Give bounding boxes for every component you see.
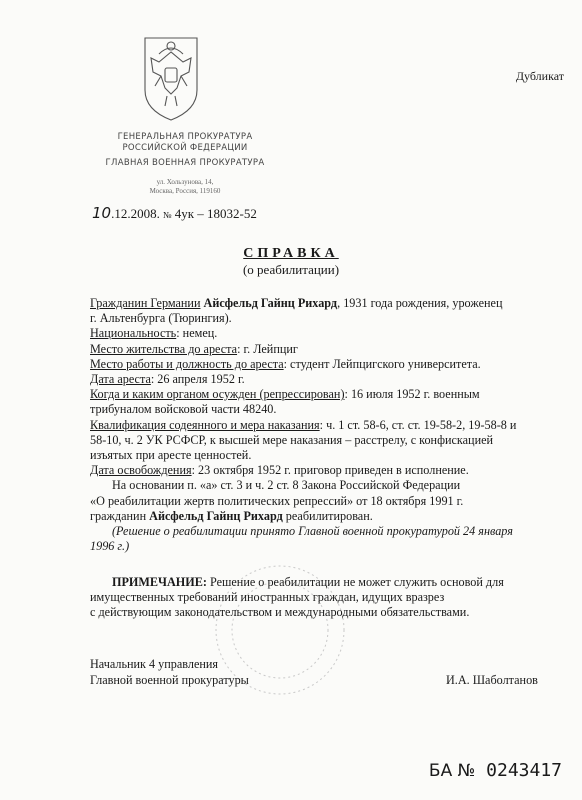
decision-line-1: (Решение о реабилитации принято Главной военной прокуратурой 24 января xyxy=(112,524,513,539)
note-line-2: имущественных требований иностранных граждан, идущих вразрез xyxy=(90,590,445,605)
note-line-1: ПРИМЕЧАНИЕ: Решение о реабилитации не может служить основой для xyxy=(112,575,504,589)
date-handwritten-day: 10 xyxy=(92,204,112,222)
date-rest: .12.2008. xyxy=(111,206,160,221)
body-line: Гражданин Германии Айсфельд Гайнц Рихард, 1931 года рождения, уроженец xyxy=(90,296,503,310)
title-sub: (о реабилитации) xyxy=(242,262,340,277)
org-line-3: ГЛАВНАЯ ВОЕННАЯ ПРОКУРАТУРА xyxy=(105,158,265,168)
body-line: г. Альтенбурга (Тюрингия). xyxy=(90,311,232,326)
note-block xyxy=(90,575,562,621)
conviction-line: Когда и каким органом осужден (репрессирован): 16 июля 1952 г. военным xyxy=(90,387,480,402)
arrest-date-line: Дата ареста: 26 апреля 1952 г. xyxy=(90,372,245,387)
conviction-line-2: трибуналом войсковой части 48240. xyxy=(90,402,277,417)
residence-line: Место жительства до ареста: г. Лейпциг xyxy=(90,341,298,356)
serial-prefix: БА № xyxy=(428,761,476,781)
document-date-number xyxy=(92,204,257,222)
release-line: Дата освобождения: 23 октября 1952 г. приговор приведен в исполнение. xyxy=(90,463,469,478)
org-line-1: ГЕНЕРАЛЬНАЯ ПРОКУРАТУРА xyxy=(117,132,253,142)
org-line-2: РОССИЙСКОЙ ФЕДЕРАЦИИ xyxy=(122,143,248,153)
document-body xyxy=(90,296,562,554)
document-title xyxy=(0,246,582,278)
address-line-1: ул. Хользунова, 14, xyxy=(156,178,214,186)
coat-of-arms-emblem xyxy=(137,32,205,124)
qualification-line-3: изъятых при аресте ценностей. xyxy=(90,448,252,463)
basis-line-1: На основании п. «а» ст. 3 и ч. 2 ст. 8 Закона Российской Федерации xyxy=(112,478,461,493)
document-number: 4ук – 18032-52 xyxy=(174,206,257,221)
address-line-2: Москва, Россия, 119160 xyxy=(149,187,221,195)
note-label: ПРИМЕЧАНИЕ: xyxy=(112,575,207,589)
work-line: Место работы и должность до ареста: студент Лейпцигского университета. xyxy=(90,356,481,371)
duplicate-label: Дубликат xyxy=(515,69,564,83)
title-main: СПРАВКА xyxy=(243,246,339,261)
nationality-line: Национальность: немец. xyxy=(90,326,218,341)
basis-line-3: гражданин Айсфельд Гайнц Рихард реабилитирован. xyxy=(90,508,373,523)
number-sign: № xyxy=(162,210,172,220)
serial-value: 0243417 xyxy=(486,760,562,781)
signatory-name: И.А. Шаболтанов xyxy=(446,673,538,687)
note-line-3: с действующим законодательством и международными обязательствами. xyxy=(90,605,470,620)
signatory-position: Начальник 4 управления Главной военной прокуратуры xyxy=(90,657,249,687)
basis-line-2: «О реабилитации жертв политических репрессий» от 18 октября 1991 г. xyxy=(90,493,464,508)
qualification-line: Квалификация содеянного и мера наказания: ч. 1 ст. 58-6, ст. ст. 19-58-2, 19-58-8 и xyxy=(90,417,517,432)
qualification-line-2: 58-10, ч. 2 УК РСФСР, к высшей мере наказания – расстрелу, с конфискацией xyxy=(90,432,494,447)
serial-number xyxy=(429,760,562,781)
decision-line-2: 1996 г.) xyxy=(90,539,130,554)
